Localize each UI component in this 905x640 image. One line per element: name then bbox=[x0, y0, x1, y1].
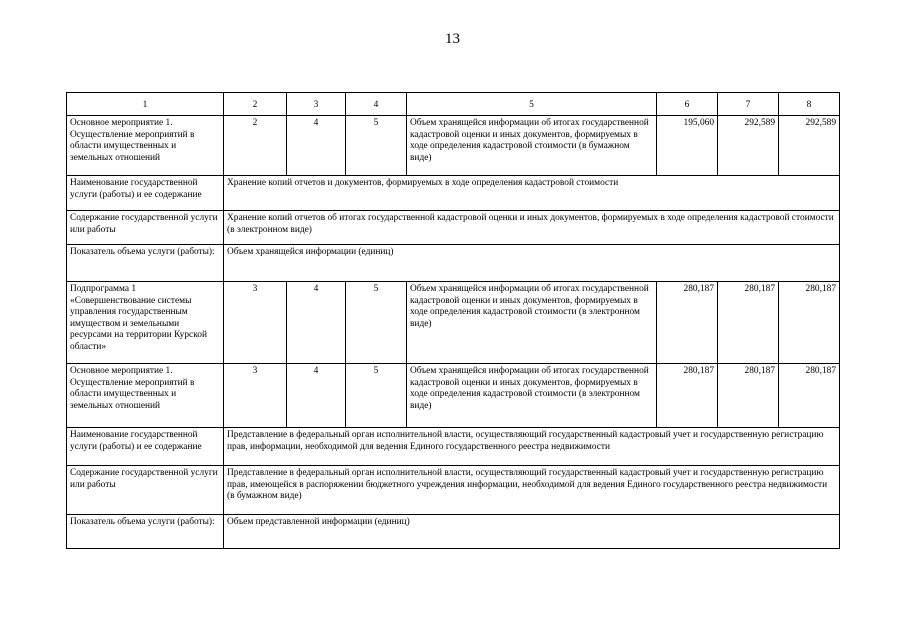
row-content: Хранение копий отчетов и документов, формируемых в ходе определения кадастровой стоимости bbox=[224, 176, 840, 211]
table-header-row bbox=[67, 93, 840, 116]
code-cell: 5 bbox=[346, 116, 407, 176]
page-number: 13 bbox=[445, 31, 460, 47]
table-row bbox=[67, 364, 840, 428]
row-label: Наименование государственной услуги (работы) и ее содержание bbox=[67, 428, 224, 466]
code-cell: 3 bbox=[224, 364, 287, 428]
header-cell: 1 bbox=[67, 93, 224, 116]
row-content: Хранение копий отчетов об итогах государственной кадастровой оценки и иных документов, формируемых в ходе определения кадастровой стоимости (в электронном виде) bbox=[224, 211, 840, 245]
value-cell: 280,187 bbox=[718, 364, 779, 428]
activity-name: Основное мероприятие 1. Осуществление мероприятий в области имущественных и земельных отношений bbox=[67, 116, 224, 176]
activity-name: Подпрограмма 1 «Совершенствование системы управления государственным имуществом и земельными ресурсами на территории Курской области» bbox=[67, 282, 224, 364]
row-content: Объем представленной информации (единиц) bbox=[224, 515, 840, 549]
table-row bbox=[67, 466, 840, 515]
table-row bbox=[67, 245, 840, 282]
activity-name: Основное мероприятие 1. Осуществление мероприятий в области имущественных и земельных отношений bbox=[67, 364, 224, 428]
value-cell: 280,187 bbox=[657, 282, 718, 364]
table-row bbox=[67, 176, 840, 211]
value-cell: 195,060 bbox=[657, 116, 718, 176]
code-cell: 2 bbox=[224, 116, 287, 176]
value-cell: 280,187 bbox=[779, 364, 840, 428]
row-content: Представление в федеральный орган исполнительной власти, осуществляющий государственный кадастровый учет и государственную регистрацию прав, информации, необходимой для ведения Единого государственного реестра недвижимости bbox=[224, 428, 840, 466]
table-row bbox=[67, 211, 840, 245]
table-row bbox=[67, 116, 840, 176]
code-cell: 4 bbox=[287, 364, 346, 428]
header-cell: 8 bbox=[779, 93, 840, 116]
code-cell: 5 bbox=[346, 364, 407, 428]
code-cell: 3 bbox=[224, 282, 287, 364]
indicator-description: Объем хранящейся информации об итогах государственной кадастровой оценки и иных документов, формируемых в ходе определения кадастровой стоимости (в электронном виде) bbox=[407, 364, 657, 428]
value-cell: 280,187 bbox=[718, 282, 779, 364]
value-cell: 292,589 bbox=[779, 116, 840, 176]
code-cell: 4 bbox=[287, 116, 346, 176]
row-label: Показатель объема услуги (работы): bbox=[67, 245, 224, 282]
table-row bbox=[67, 282, 840, 364]
header-cell: 2 bbox=[224, 93, 287, 116]
header-cell: 5 bbox=[407, 93, 657, 116]
row-content: Объем хранящейся информации (единиц) bbox=[224, 245, 840, 282]
row-label: Наименование государственной услуги (работы) и ее содержание bbox=[67, 176, 224, 211]
row-content: Представление в федеральный орган исполнительной власти, осуществляющий государственный кадастровый учет и государственную регистрацию прав, имеющейся в распоряжении бюджетного учреждения информации, необходимой для ведения Единого государственного реестра недвижимости (в бумажном виде) bbox=[224, 466, 840, 515]
value-cell: 280,187 bbox=[779, 282, 840, 364]
header-cell: 7 bbox=[718, 93, 779, 116]
row-label: Содержание государственной услуги или работы bbox=[67, 466, 224, 515]
code-cell: 5 bbox=[346, 282, 407, 364]
row-label: Содержание государственной услуги или работы bbox=[67, 211, 224, 245]
value-cell: 292,589 bbox=[718, 116, 779, 176]
table-row bbox=[67, 515, 840, 549]
indicator-description: Объем хранящейся информации об итогах государственной кадастровой оценки и иных документов, формируемых в ходе определения кадастровой стоимости (в бумажном виде) bbox=[407, 116, 657, 176]
header-cell: 4 bbox=[346, 93, 407, 116]
header-cell: 6 bbox=[657, 93, 718, 116]
program-table bbox=[66, 92, 840, 549]
row-label: Показатель объема услуги (работы): bbox=[67, 515, 224, 549]
indicator-description: Объем хранящейся информации об итогах государственной кадастровой оценки и иных документов, формируемых в ходе определения кадастровой стоимости (в электронном виде) bbox=[407, 282, 657, 364]
table-row bbox=[67, 428, 840, 466]
value-cell: 280,187 bbox=[657, 364, 718, 428]
code-cell: 4 bbox=[287, 282, 346, 364]
header-cell: 3 bbox=[287, 93, 346, 116]
